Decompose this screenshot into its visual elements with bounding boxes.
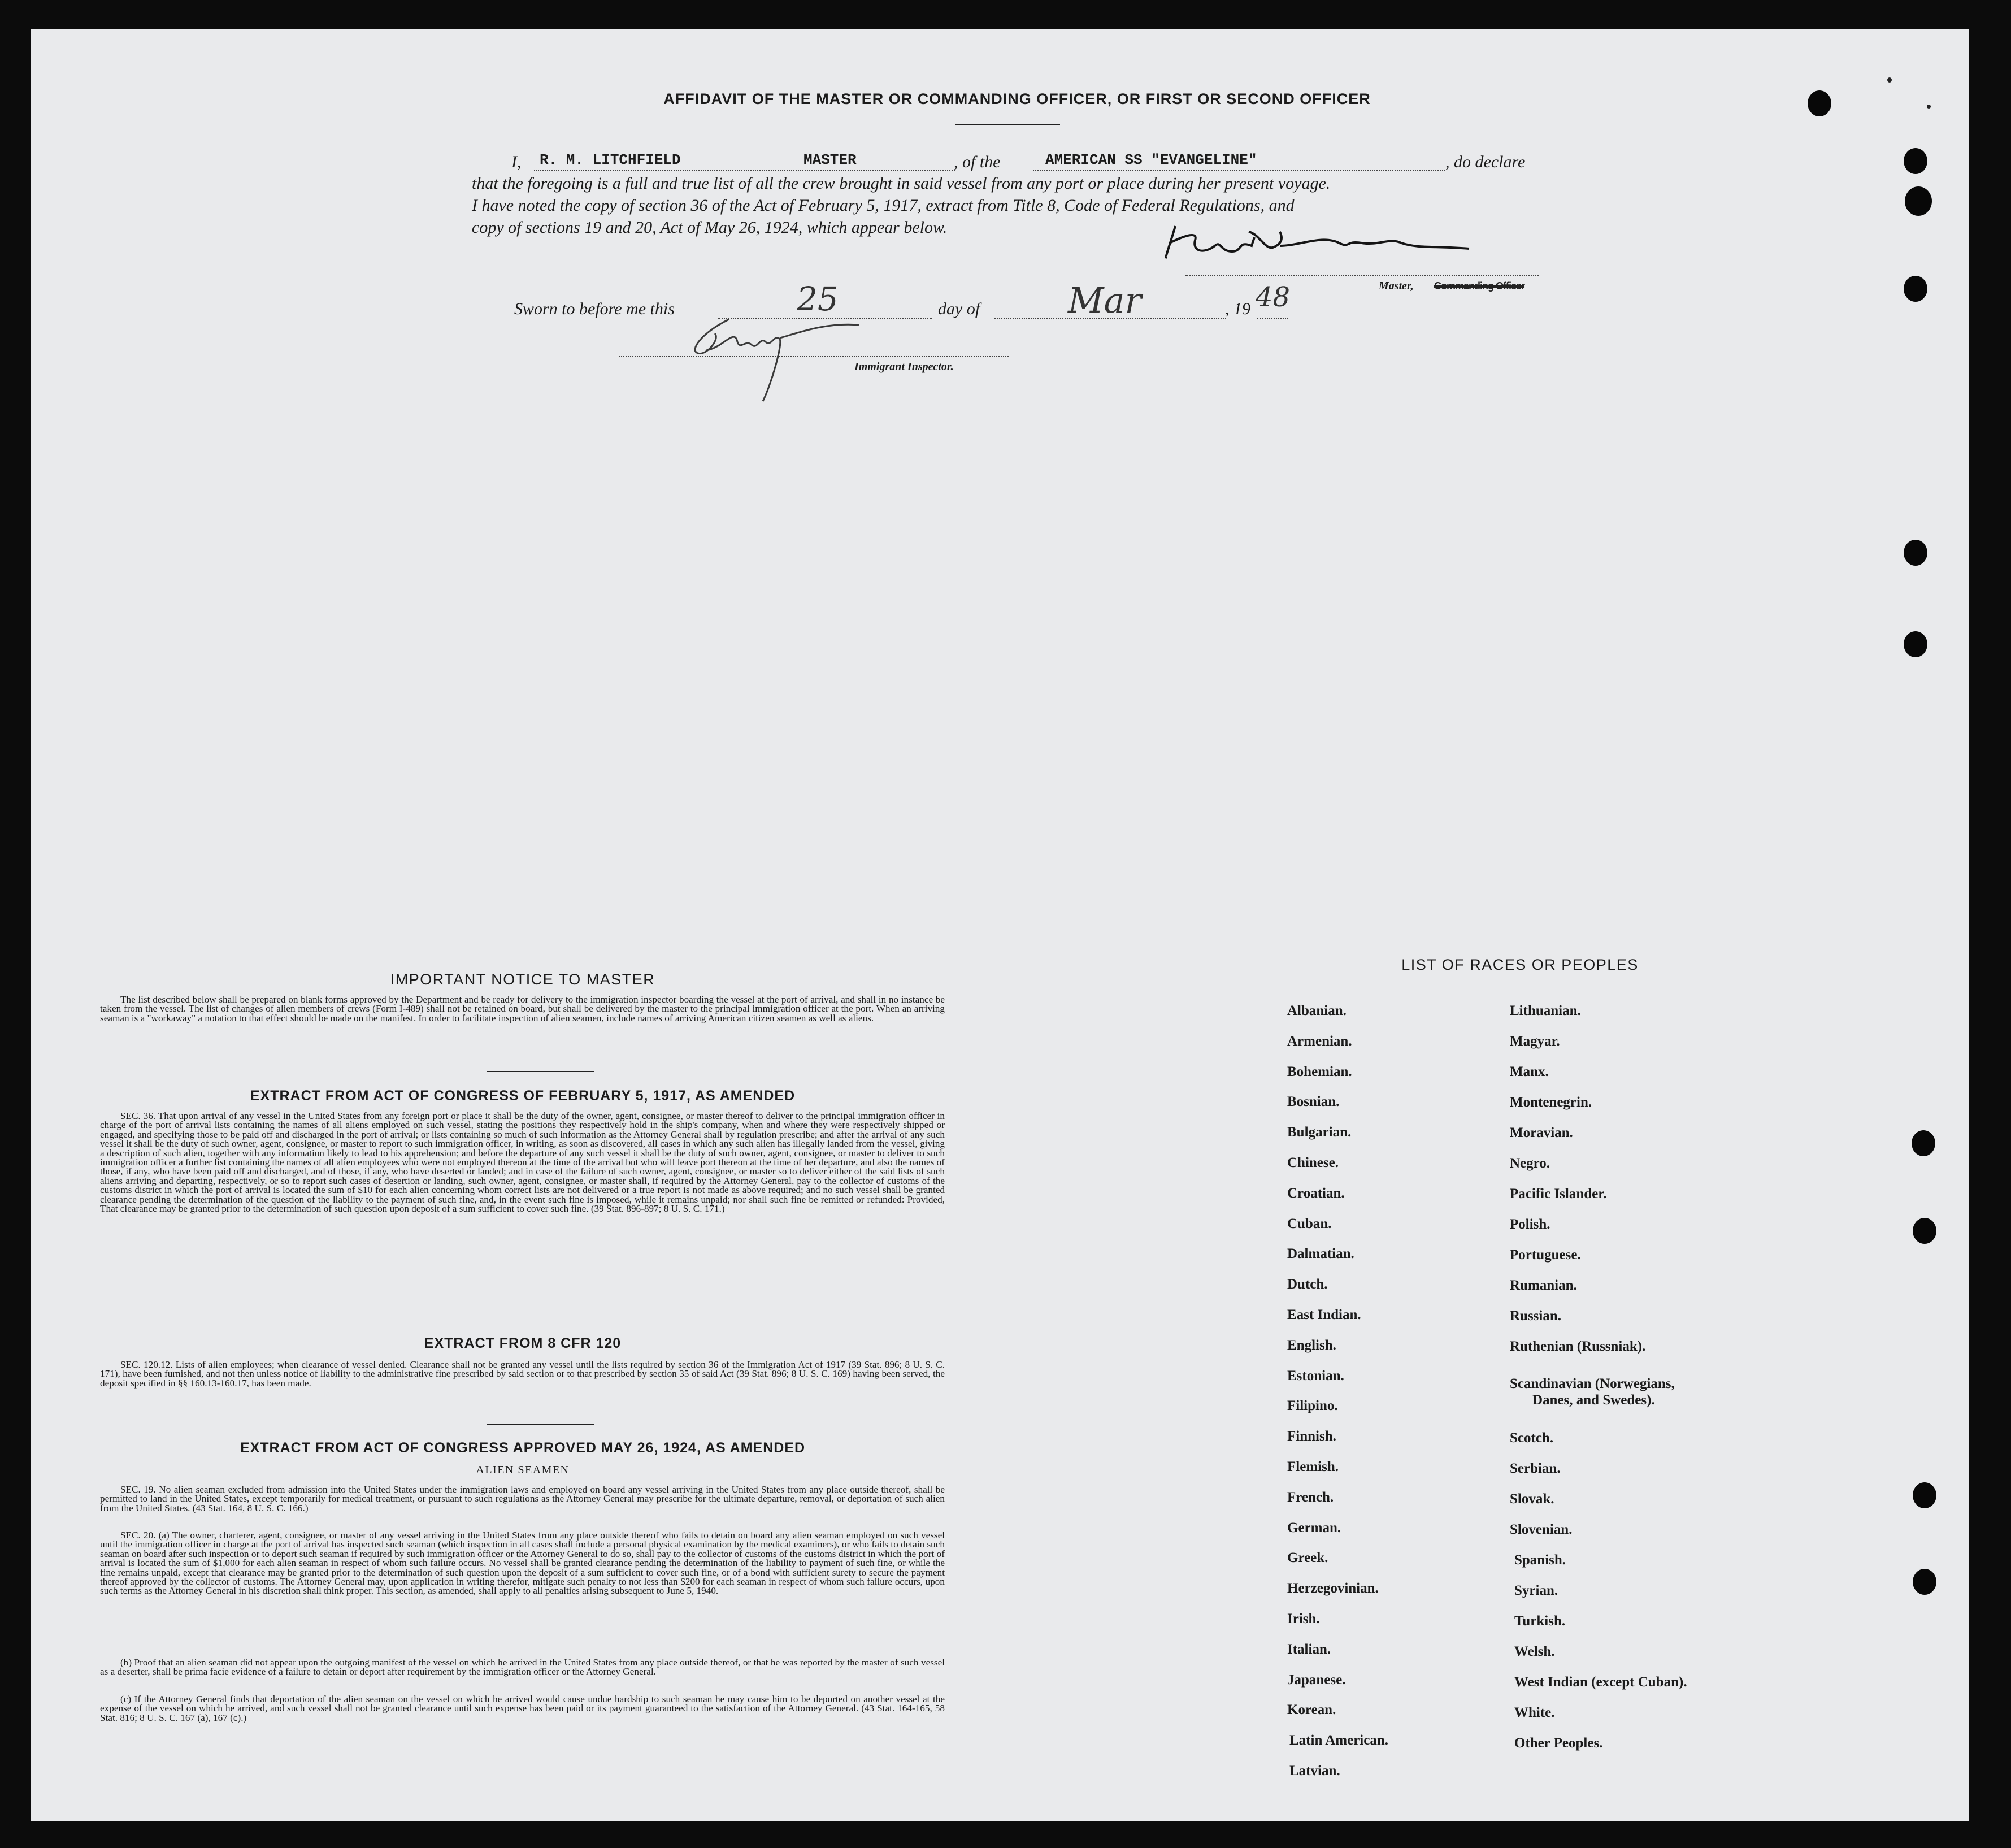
race-item: Bohemian. [1287, 1064, 1352, 1079]
race-item: Estonian. [1287, 1368, 1344, 1383]
divider [487, 1071, 594, 1072]
master-signature [1153, 212, 1492, 274]
race-item: White. [1514, 1705, 1555, 1720]
master-name: R. M. LITCHFIELD [540, 151, 681, 168]
race-item: Ruthenian (Russniak). [1510, 1339, 1646, 1354]
race-item: Turkish. [1514, 1613, 1566, 1629]
race-item: Albanian. [1287, 1003, 1347, 1018]
race-item: Cuban. [1287, 1216, 1332, 1231]
master-struck-text: Commanding Officer [1434, 280, 1525, 292]
notice-title: IMPORTANT NOTICE TO MASTER [390, 971, 655, 988]
dotted-fill-line [1033, 170, 1445, 171]
punch-hole [1904, 276, 1927, 302]
race-item: Scotch. [1510, 1430, 1554, 1446]
race-item: Bosnian. [1287, 1094, 1340, 1110]
race-item: Montenegrin. [1510, 1095, 1592, 1110]
race-item: Spanish. [1514, 1552, 1566, 1568]
race-item: Korean. [1287, 1702, 1336, 1718]
race-item: Finnish. [1287, 1429, 1336, 1444]
race-item: German. [1287, 1520, 1341, 1535]
year-prefix: , 19 [1225, 300, 1250, 318]
punch-hole [1913, 1482, 1936, 1508]
race-item: English. [1287, 1337, 1336, 1353]
punch-hole [1904, 148, 1927, 174]
affidavit-i: I, [511, 153, 522, 171]
punch-hole [1808, 90, 1831, 116]
punch-hole [1913, 1569, 1936, 1595]
master-title: MASTER [803, 151, 857, 168]
sworn-day: 25 [797, 280, 839, 318]
race-item: Magyar. [1510, 1034, 1560, 1049]
notice-text: The list described below shall be prepared on blank forms approved by the Department and be ready for delivery to the immigration inspector boarding the vessel at the port of arrival, and shall in no instance be taken from the vessel. The list of changes of alien members of crews (Form I-489) shall not be retained on board, but shall be delivered by the master to the principal immigration officer at the port. When an arriving seaman is a "workaway" a notation to that effect should be made on the manifest. In order to facilitate inspection of alien seamen, include names of arriving American citizen seamen as well as aliens. [100, 994, 945, 1023]
sec-20a-text: SEC. 20. (a) The owner, charterer, agent, consignee, or master of any vessel arriving in the United States from any place outside thereof who fails to detain on board any alien seaman employed on such vessel until the immigration officer in charge at the port of arrival has inspected such seaman (which inspection in all cases shall include a personal physical examination by the medical examiners), or who fails to detain such seaman on board after such inspection or to deport such seaman if required by such immigration officer or the Attorney General to do so, shall pay to the collector of customs of the customs district in which the port of arrival is located the sum of $1,000 for each alien seaman in respect of whom such failure occurs. No vessel shall be granted clearance pending the determination of the liability to payment of such fine, or while the fine remains unpaid, except that clearance may be granted prior to the determination of such question upon the deposit of a sum sufficient to cover such fine, or of a bond with sufficient surety to secure the payment thereof approved by the collector of customs. The Attorney General may, upon application in writing therefor, mitigate such penalty to not less than $200 for each seaman in respect of whom such failure occurs, upon such terms as the Attorney General in his discretion shall think proper. This section, as amended, shall apply to all penalties arising subsequent to June 5, 1940. [100, 1530, 945, 1597]
sec-19-text: SEC. 19. No alien seaman excluded from admission into the United States under the immigration laws and employed on board any vessel arriving in the United States from any place outside thereof, shall be permitted to land in the United States, except temporarily for medical treatment, or pursuant to such regulations as the Attorney General may prescribe for the ultimate departure, removal, or deportation of such alien from the United States. (43 Stat. 164, 8 U. S. C. 166.) [100, 1484, 945, 1513]
race-item: Other Peoples. [1514, 1736, 1603, 1751]
day-of-text: day of [938, 300, 980, 318]
sworn-year: 48 [1256, 281, 1291, 313]
race-item: Rumanian. [1510, 1278, 1577, 1293]
ink-dot [1927, 105, 1931, 109]
do-declare-text: , do declare [1445, 153, 1526, 171]
inspector-label: Immigrant Inspector. [854, 361, 954, 373]
extract-1924-title: EXTRACT FROM ACT OF CONGRESS APPROVED MAY 26, 1924, AS AMENDED [240, 1440, 806, 1456]
of-the-text: , of the [954, 153, 1001, 171]
punch-hole [1912, 1130, 1935, 1156]
race-item: Russian. [1510, 1308, 1562, 1324]
inspector-signature [667, 311, 938, 407]
sworn-month: Mar [1068, 280, 1142, 321]
divider [487, 1424, 594, 1425]
race-item: Syrian. [1514, 1583, 1558, 1598]
race-item: Scandinavian (Norwegians, [1510, 1376, 1675, 1391]
race-item: Herzegovinian. [1287, 1581, 1379, 1597]
race-item: Lithuanian. [1510, 1003, 1581, 1018]
race-item: Moravian. [1510, 1125, 1573, 1140]
affidavit-title: AFFIDAVIT OF THE MASTER OR COMMANDING OFFICER, OR FIRST OR SECOND OFFICER [663, 90, 1371, 107]
extract-cfr-title: EXTRACT FROM 8 CFR 120 [424, 1335, 622, 1351]
race-item: Italian. [1287, 1641, 1331, 1657]
sec-20c-text: (c) If the Attorney General finds that deportation of the alien seaman on the vessel on which he arrived would cause undue hardship to such seaman he may cause him to be deported on another vessel at the expense of the vessel on which he arrived, and such vessel shall not be granted clearance until such expense has been paid or its payment guaranteed to the satisfaction of the Attorney General. (43 Stat. 164-165, 58 Stat. 816; 8 U. S. C. 167 (a), 167 (c).) [100, 1694, 945, 1723]
dotted-fill-line [534, 170, 955, 171]
race-item: Polish. [1510, 1217, 1550, 1232]
race-item: Manx. [1510, 1064, 1549, 1079]
race-item: Flemish. [1287, 1459, 1339, 1474]
divider [955, 124, 1060, 125]
extract-1917-title: EXTRACT FROM ACT OF CONGRESS OF FEBRUARY 5, 1917, AS AMENDED [250, 1088, 796, 1104]
extract-1924-subtitle: ALIEN SEAMEN [476, 1464, 570, 1476]
race-item: Croatian. [1287, 1185, 1345, 1201]
inspector-line [619, 356, 1009, 357]
sec-20b-text: (b) Proof that an alien seaman did not appear upon the outgoing manifest of the vessel on which he arrived in the United States from any place outside thereof, or that he was reported by the master of such vessel as a deserter, shall be prima facie evidence of a failure to detain or deport after requirement by the immigration officer or the Attorney General. [100, 1657, 945, 1677]
punch-hole [1904, 540, 1927, 566]
race-item: French. [1287, 1489, 1334, 1505]
race-item: Armenian. [1287, 1033, 1352, 1049]
race-item: Japanese. [1287, 1672, 1346, 1688]
affidavit-line-4: copy of sections 19 and 20, Act of May 26, 1924, which appear below. [472, 218, 948, 237]
extract-cfr-text: SEC. 120.12. Lists of alien employees; when clearance of vessel denied. Clearance shall not be granted any vessel until the lists required by section 36 of the Immigration Act of 1917 (39 Stat. 896; 8 U. S. C. 171), have been furnished, and not then unless notice of liability to the administrative fine prescribed by said section or to that prescribed by section 35 of said Act (39 Stat. 896; 8 U. S. C. 169) having been served, the deposit specified in §§ 160.13-160.17, has been made. [100, 1359, 945, 1389]
race-item: Serbian. [1510, 1461, 1561, 1476]
race-item: Slovak. [1510, 1491, 1554, 1507]
race-item: Negro. [1510, 1156, 1550, 1171]
punch-hole [1904, 631, 1927, 657]
affidavit-line-3: I have noted the copy of section 36 of the Act of February 5, 1917, extract from Title 8, Code of Federal Regulations, and [472, 196, 1295, 215]
signature-line [1185, 275, 1539, 276]
sworn-text: Sworn to before me this [514, 300, 675, 318]
race-item: Pacific Islander. [1510, 1186, 1607, 1201]
race-item: Bulgarian. [1287, 1125, 1352, 1140]
race-item: Dalmatian. [1287, 1246, 1354, 1262]
affidavit-line-2: that the foregoing is a full and true list of all the crew brought in said vessel from any port or place during her present voyage. [472, 174, 1331, 193]
dotted-fill-line [1257, 318, 1288, 319]
race-item: Latvian. [1289, 1763, 1340, 1778]
race-item: Welsh. [1514, 1644, 1555, 1659]
ink-dot [1887, 77, 1892, 83]
races-title: LIST OF RACES OR PEOPLES [1401, 956, 1639, 973]
race-item: Latin American. [1289, 1733, 1388, 1749]
master-label: Master, [1379, 280, 1414, 292]
vessel-name: AMERICAN SS "EVANGELINE" [1045, 151, 1257, 168]
race-item: West Indian (except Cuban). [1514, 1675, 1687, 1690]
race-item: Chinese. [1287, 1155, 1339, 1170]
race-item: Portuguese. [1510, 1247, 1581, 1263]
race-item: Greek. [1287, 1550, 1328, 1566]
race-item: Irish. [1287, 1611, 1320, 1626]
punch-hole [1905, 186, 1932, 216]
race-item: Danes, and Swedes). [1532, 1392, 1655, 1408]
extract-1917-text: SEC. 36. That upon arrival of any vessel in the United States from any foreign port or place it shall be the duty of the owner, agent, consignee, or master thereof to deliver to the principal immigration officer in charge of the port of arrival lists containing the names of all aliens employed on such vessel, stating the positions they respectively hold in the ship's company, when and where they were respectively shipped or engaged, and specifying those to be paid off and discharged in the port of arrival; or lists containing so much of such information as the Attorney General shall by regulation prescribe; and after the arrival of any such vessel it shall be the duty of such owner, agent, consignee, or master to report to such immigration officer, in writing, as soon as discovered, all cases in which any such alien has illegally landed from the vessel, giving a description of such alien, together with any information likely to lead to his apprehension; and before the departure of any such vessel it shall be the duty of such owner, agent, consignee, or master to deliver to such immigration officer a further list containing the names of all alien employees who were not employed thereon at the time of the arrival but who will leave port thereon at the time of her departure, and also the names of those, if any, who have been paid off and discharged, and of those, if any, who have deserted or landed; and in case of the failure of such owner, agent, consignee, or master so to deliver either of the said lists of such aliens arriving and departing, respectively, or so to report such cases of desertion or landing, such owner, agent, consignee, or master shall, if required by the Attorney General, pay to the collector of customs of the customs district in which the port of arrival is located the sum of $10 for each alien concerning whom correct lists are not delivered or a true report is not made as above required; and no such vessel shall be granted clearance pending the determination of the question of the liability to the payment of such fine, and, in the event such fine is imposed, while it remains unpaid; nor shall such fine be remitted or refunded: Provided, That clearance may be granted prior to the determination of such question upon deposit of a sum sufficient to cover such fine. (39 Stat. 896-897; 8 U. S. C. 171.) [100, 1110, 945, 1214]
race-item: Slovenian. [1510, 1522, 1573, 1537]
race-item: East Indian. [1287, 1307, 1361, 1322]
race-item: Filipino. [1287, 1398, 1338, 1414]
race-item: Dutch. [1287, 1277, 1328, 1292]
punch-hole [1913, 1218, 1936, 1244]
